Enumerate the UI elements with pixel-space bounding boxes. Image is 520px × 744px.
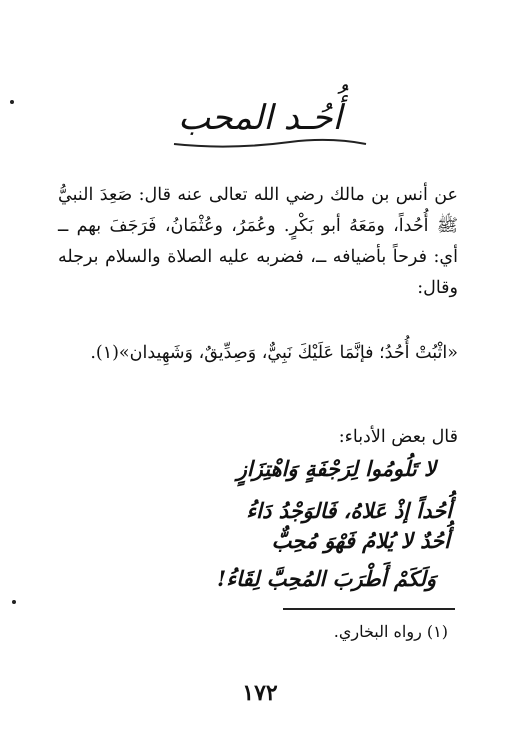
- title-flourish-decoration: [170, 136, 370, 150]
- hadith-quote: «اثْبُتْ أُحُدُ؛ فإنَّمَا عَلَيْكَ نَبِيٌّ، وَصِدِّيقٌ، وَشَهِيدان»(١).: [90, 343, 458, 363]
- hadith-paragraph: عن أنس بن مالك رضي الله تعالى عنه قال: صَعِدَ النبيُّ ﷺ أُحُداً، ومَعَهُ أبو بَكْرٍ. وعُمَرُ، وعُثْمَانُ، فَرَجَفَ بهم ــ أي: فرحاً بأضيافه ــ، فضربه عليه الصلاة والسلام برجله وقال:: [58, 185, 458, 298]
- verse-line-2: أُحُداً إذْ عَلاهُ، فَالوَجْدُ دَاءُ: [246, 498, 452, 523]
- verse-line-3: أُحُدٌ لا يُلامُ فَهْوَ مُحِبٌّ: [271, 528, 450, 553]
- page-title: أُحُـد المحب: [178, 98, 342, 138]
- verse-line-4: وَلَكَمْ أَطْرَبَ المُحِبَّ لِقَاءُ!: [216, 566, 436, 591]
- verse-line-1: لا تَلُومُوا لِرَجْفَةٍ وَاهْتِزَازٍ: [236, 456, 436, 481]
- margin-mark: [12, 600, 16, 604]
- page-number: ١٧٢: [242, 680, 278, 706]
- margin-mark: [10, 100, 14, 104]
- footnote: (١) رواه البخاري.: [333, 622, 448, 641]
- footnote-divider: [283, 608, 455, 610]
- poet-intro: قال بعض الأدباء:: [338, 427, 458, 447]
